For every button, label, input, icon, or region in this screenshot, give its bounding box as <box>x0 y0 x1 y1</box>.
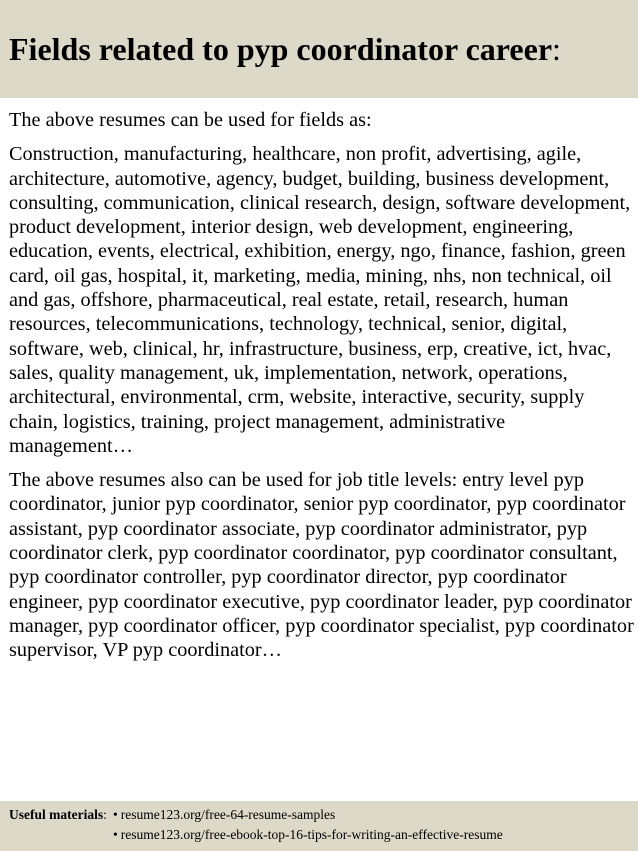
body-content <box>9 108 634 663</box>
intro-text: The above resumes can be used for fields as: <box>9 109 372 131</box>
ebook-tips-link[interactable]: resume123.org/free-ebook-top-16-tips-for-writing-an-effective-resume <box>120 827 503 842</box>
resume-samples-link[interactable]: resume123.org/free-64-resume-samples <box>120 807 336 822</box>
useful-materials-item <box>113 805 503 825</box>
page-title-colon: : <box>552 31 561 67</box>
fields-list-text: Construction, manufacturing, healthcare, non profit, advertising, agile, architecture, automotive, agency, budget, building, business development, consulting, communication, clinical research, design, software development, product development, interior design, web development, engineering, education, events, electrical, exhibition, energy, ngo, finance, fashion, green card, oil gas, hospital, it, marketing, media, mining, nhs, non technical, oil and gas, offshore, pharmaceutical, real estate, retail, research, human resources, telecommunications, technology, technical, senior, digital, software, web, clinical, hr, infrastructure, business, erp, creative, ict, hvac, sales, quality management, uk, implementation, network, operations, architectural, environmental, crm, website, interactive, security, supply chain, logistics, training, project management, administrative management… <box>9 143 631 457</box>
page-title-text: Fields related to pyp coordinator career <box>9 31 553 67</box>
title-bar <box>0 0 638 98</box>
useful-materials-label-text: Useful materials <box>9 807 104 822</box>
bullet-icon: • <box>113 807 118 822</box>
job-levels-text: The above resumes also can be used for job title levels: entry level pyp coordinator, junior pyp coordinator, senior pyp coordinator, pyp coordinator assistant, pyp coordinator associate, pyp coordinator administrator, pyp coordinator clerk, pyp coordinator coordinator, pyp coordinator consultant, pyp coordinator controller, pyp coordinator director, pyp coordinator engineer, pyp coordinator executive, pyp coordinator leader, pyp coordinator manager, pyp coordinator officer, pyp coordinator specialist, pyp coordinator supervisor, VP pyp coordinator… <box>9 469 634 662</box>
page-title <box>9 30 561 68</box>
useful-materials-label-colon: : <box>103 807 107 822</box>
footer-bar <box>0 801 638 851</box>
useful-materials-item <box>113 825 503 845</box>
useful-materials-label <box>9 805 107 825</box>
useful-materials-list <box>113 805 503 845</box>
bullet-icon: • <box>113 827 118 842</box>
